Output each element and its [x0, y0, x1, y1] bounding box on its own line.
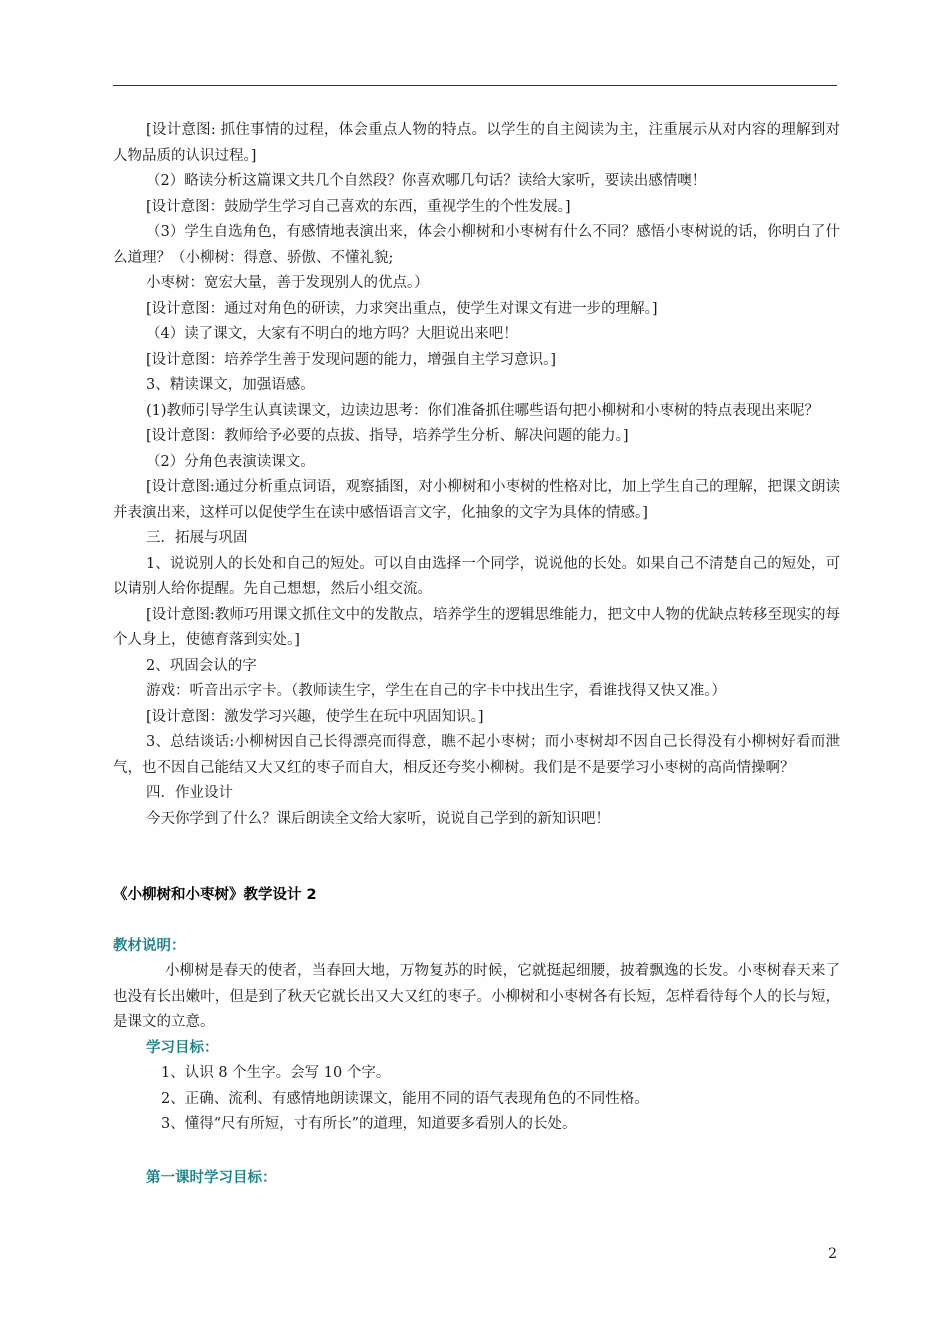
paragraph: 游戏：听音出示字卡。（教师读生字，学生在自己的字卡中找出生字，看谁找得又快又准。）	[146, 683, 726, 699]
paragraph: 小枣树：宽宏大量，善于发现别人的优点。）	[146, 275, 429, 291]
header-rule	[113, 85, 837, 86]
paragraph: 3、精读课文，加强语感。	[146, 377, 315, 393]
paragraph: （2）略读分析这篇课文共几个自然段？你喜欢哪几句话？读给大家听，要读出感情噢！	[146, 173, 707, 189]
paragraph: [设计意图:教师巧用课文抓住文中的发散点，培养学生的逻辑思维能力，把文中人物的优缺点转移至现实的每个人身上，使德育落到实处。]	[113, 606, 840, 648]
section-heading: 四．作业设计	[146, 785, 233, 801]
page-number: 2	[828, 1246, 837, 1262]
paragraph: [设计意图：通过对角色的研读，力求突出重点，使学生对课文有进一步的理解。]	[146, 300, 658, 317]
paragraph: [设计意图:通过分析重点词语，观察插图，对小柳树和小枣树的性格对比，加上学生自己的理解，把课文朗读并表演出来，这样可以促使学生在读中感悟语言文字，化抽象的文字为具体的情感。]	[113, 479, 840, 521]
paragraph: （3）学生自选角色，有感情地表演出来，体会小柳树和小枣树有什么不同？感悟小枣树说的话，你明白了什么道理？（小柳树：得意、骄傲、不懂礼貌;	[113, 224, 840, 266]
paragraph: 今天你学到了什么？课后朗读全文给大家听，说说自己学到的新知识吧！	[146, 810, 610, 827]
goal-item: 1、认识 8 个生字。会写 10 个字。	[161, 1065, 391, 1081]
paragraph: [设计意图：培养学生善于发现问题的能力，增强自主学习意识。]	[146, 351, 557, 368]
material-heading: 教材说明：	[113, 937, 186, 954]
paragraph: 2、巩固会认的字	[146, 657, 257, 674]
paragraph: [设计意图：激发学习兴趣，使学生在玩中巩固知识。]	[146, 708, 484, 725]
goal-item: 2、正确、流利、有感情地朗读课文，能用不同的语气表现角色的不同性格。	[161, 1090, 649, 1107]
paragraph: [设计意图：鼓励学生学习自己喜欢的东西，重视学生的个性发展。]	[146, 198, 571, 215]
paragraph: [设计意图: 抓住事情的过程，体会重点人物的特点。以学生的自主阅读为主，注重展示从对内容的理解到对人物品质的认识过程。]	[113, 122, 840, 164]
paragraph: [设计意图：教师给予必要的点拔、指导，培养学生分析、解决问题的能力。]	[146, 428, 629, 444]
section-heading: 三．拓展与巩固	[146, 530, 248, 546]
material-text: 小柳树是春天的使者，当春回大地，万物复苏的时候，它就挺起细腰，披着飘逸的长发。小枣树春天来了也没有长出嫩叶，但是到了秋天它就长出又大又红的枣子。小柳树和小枣树各有长短，怎样看待每个人的长与短，是课文的立意。	[113, 963, 840, 1030]
goals-heading: 学习目标：	[146, 1039, 219, 1056]
section2-title: 《小柳树和小枣树》教学设计 2	[113, 887, 317, 903]
document-body	[113, 118, 840, 1191]
paragraph: (1)教师引导学生认真读课文，边读边思考：你们准备抓住哪些语句把小柳树和小枣树的特点表现出来呢？	[146, 402, 820, 419]
paragraph: （4）读了课文，大家有不明白的地方吗？大胆说出来吧！	[146, 326, 518, 342]
goal-item: 3、懂得“尺有所短，寸有所长”的道理，知道要多看别人的长处。	[161, 1116, 577, 1132]
paragraph: （2）分角色表演读课文。	[146, 453, 315, 470]
lesson1-heading: 第一课时学习目标：	[146, 1169, 277, 1186]
paragraph: 1、说说别人的长处和自己的短处。可以自由选择一个同学，说说他的长处。如果自己不清楚自己的短处，可以请别人给你提醒。先自己想想，然后小组交流。	[113, 555, 840, 597]
paragraph: 3、总结谈话:小柳树因自己长得漂亮而得意，瞧不起小枣树；而小枣树却不因自己长得没有小柳树好看而泄气，也不因自己能结又大又红的枣子而自大，相反还夸奖小柳树。我们是不是要学习小枣树的高尚情操啊？	[113, 734, 840, 776]
